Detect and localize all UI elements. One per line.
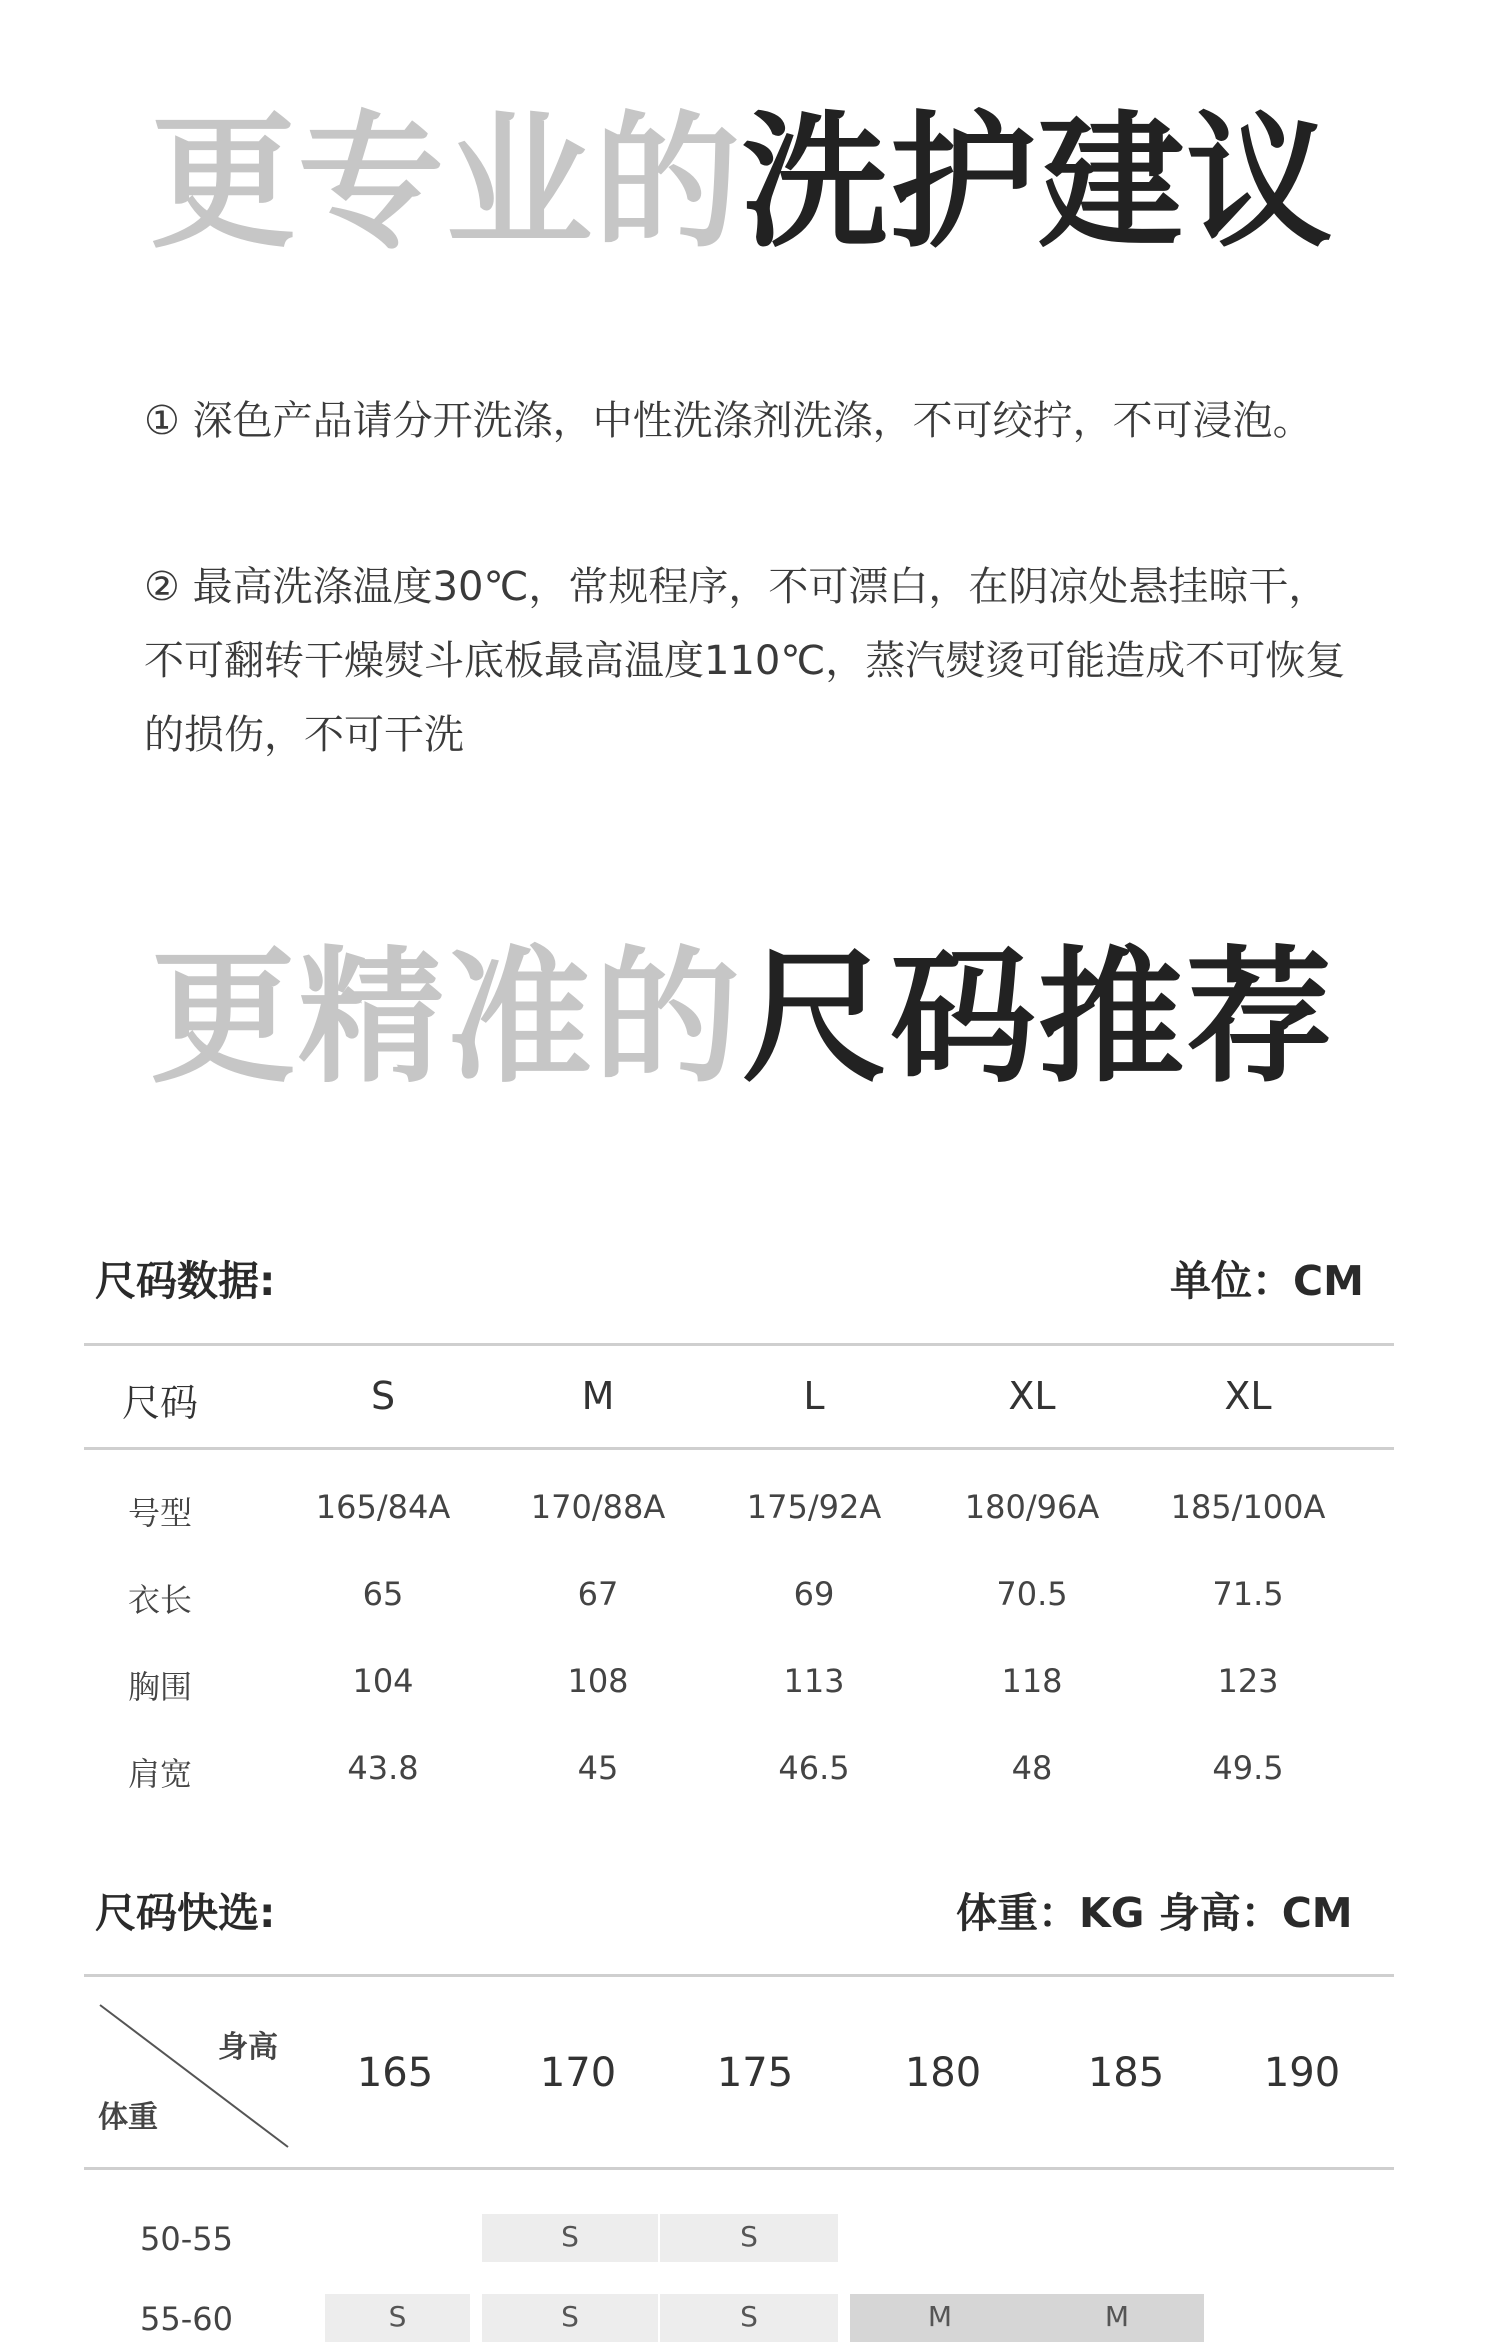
quick-height-header: 185: [1087, 2050, 1165, 2096]
size-cell: 118: [1001, 1662, 1063, 1700]
size-header-xl: XL: [1008, 1374, 1056, 1418]
quick-header-divider: [84, 2167, 1394, 2170]
care-title-light: 更专业的: [150, 98, 742, 268]
size-title-dark: 尺码推荐: [742, 933, 1334, 1103]
size-cell: 69: [793, 1575, 835, 1613]
care-title: [150, 98, 1334, 268]
quick-size-value: S: [561, 2300, 579, 2333]
size-row-label: 肩宽: [128, 1755, 193, 1793]
table-top-divider: [84, 1343, 1394, 1346]
table-header-divider: [84, 1447, 1394, 1450]
quick-height-header: 170: [539, 2050, 617, 2096]
quick-select-unit: 体重：KG 身高：CM: [956, 1889, 1353, 1937]
size-cell: 123: [1217, 1662, 1279, 1700]
size-cell: 70.5: [996, 1575, 1068, 1613]
size-cell: 46.5: [778, 1749, 850, 1787]
size-cell: 45: [577, 1749, 619, 1787]
size-title-light: 更精准的: [150, 933, 742, 1103]
quick-size-value: S: [388, 2300, 407, 2333]
quick-weight-label: 55-60: [140, 2300, 233, 2338]
quick-height-header: 165: [356, 2050, 434, 2096]
size-cell: 48: [1011, 1749, 1053, 1787]
size-table-corner: 尺码: [122, 1381, 199, 1425]
size-cell: 104: [352, 1662, 414, 1700]
size-cell: 71.5: [1212, 1575, 1284, 1613]
size-row-label: 衣长: [128, 1581, 193, 1619]
size-cell: 180/96A: [964, 1488, 1100, 1526]
size-cell: 165/84A: [315, 1488, 451, 1526]
care-title-dark: 洗护建议: [742, 98, 1334, 268]
size-data-label: 尺码数据:: [95, 1257, 276, 1305]
quick-size-value: M: [927, 2300, 953, 2333]
size-header-xl: XL: [1224, 1374, 1272, 1418]
quick-size-value: S: [740, 2300, 758, 2333]
care-instruction-2: ② 最高洗涤温度30℃，常规程序，不可漂白，在阴凉处悬挂晾干，不可翻转干燥熨斗底板最高温度110℃，蒸汽熨烫可能造成不可恢复的损伤，不可干洗: [144, 564, 1346, 758]
size-cell: 43.8: [347, 1749, 419, 1787]
size-header-l: L: [803, 1374, 825, 1418]
size-data-unit: 单位：CM: [1170, 1257, 1364, 1305]
quick-select-label: 尺码快选:: [95, 1889, 276, 1937]
quick-corner-height: 身高: [218, 2030, 278, 2065]
size-row-label: 号型: [128, 1494, 193, 1532]
quick-height-header: 180: [904, 2050, 982, 2096]
size-cell: 185/100A: [1170, 1488, 1326, 1526]
quick-weight-label: 50-55: [140, 2220, 233, 2258]
size-cell: 175/92A: [746, 1488, 882, 1526]
size-cell: 67: [577, 1575, 619, 1613]
quick-height-header: 175: [716, 2050, 794, 2096]
quick-size-value: S: [561, 2220, 579, 2253]
size-title: [150, 933, 1334, 1103]
quick-corner-weight: 体重: [98, 2100, 158, 2135]
size-cell: 49.5: [1212, 1749, 1284, 1787]
size-row-label: 胸围: [128, 1668, 193, 1706]
quick-top-divider: [84, 1974, 1394, 1977]
size-cell: 108: [567, 1662, 629, 1700]
size-cell: 170/88A: [530, 1488, 666, 1526]
quick-size-value: S: [740, 2220, 758, 2253]
size-header-m: M: [581, 1374, 615, 1418]
size-cell: 65: [362, 1575, 404, 1613]
care-instruction-1: ① 深色产品请分开洗涤，中性洗涤剂洗涤，不可绞拧，不可浸泡。: [144, 398, 1313, 444]
quick-size-value: M: [1104, 2300, 1130, 2333]
quick-height-header: 190: [1263, 2050, 1341, 2096]
size-header-s: S: [370, 1374, 396, 1418]
size-cell: 113: [783, 1662, 845, 1700]
